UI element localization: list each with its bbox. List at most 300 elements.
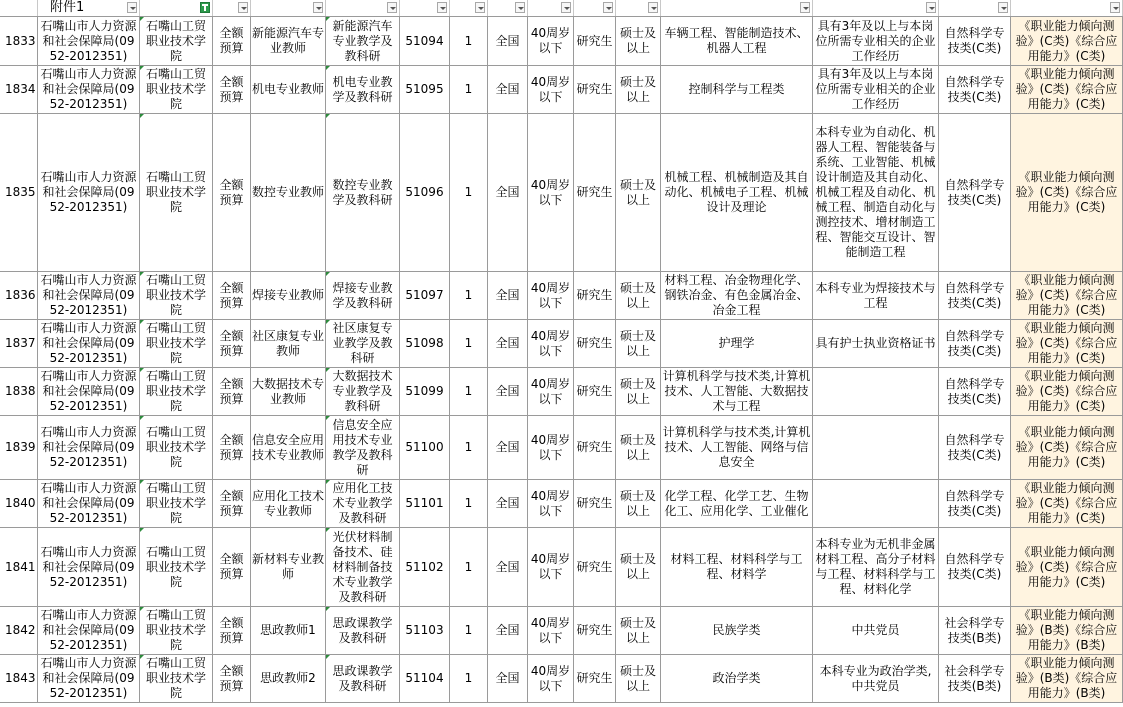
exam-cell[interactable] xyxy=(1011,114,1123,272)
category-cell-text: 自然科学专技类(C类) xyxy=(944,376,1005,406)
row-number-cell[interactable] xyxy=(0,114,38,272)
age-cell[interactable] xyxy=(528,655,574,703)
post-cell-text: 大数据技术专业教师 xyxy=(252,376,325,406)
row-number-cell[interactable] xyxy=(0,320,38,368)
cell-marker-icon xyxy=(326,655,330,659)
major-cell-text: 计算机科学与技术类,计算机技术、人工智能、大数据技术与工程 xyxy=(662,369,811,413)
desc-cell[interactable] xyxy=(326,66,400,114)
filter-dropdown-icon[interactable] xyxy=(800,2,810,13)
count-cell[interactable] xyxy=(450,480,488,528)
desc-cell[interactable] xyxy=(326,607,400,655)
dept-cell[interactable] xyxy=(38,655,140,703)
unit-cell[interactable] xyxy=(140,320,213,368)
count-cell[interactable] xyxy=(450,272,488,320)
unit-cell[interactable] xyxy=(140,416,213,480)
major-cell[interactable] xyxy=(661,320,813,368)
edu-cell-text: 研究生 xyxy=(576,33,613,48)
desc-cell-text: 信息安全应用技术专业教学及教科研 xyxy=(332,417,393,477)
count-cell-text: 1 xyxy=(464,623,473,637)
budget-cell[interactable] xyxy=(213,416,251,480)
scope-cell[interactable] xyxy=(488,655,528,703)
post-cell[interactable] xyxy=(251,272,326,320)
code-cell-text: 51098 xyxy=(405,336,444,350)
cell-marker-icon xyxy=(140,480,144,484)
degree-cell[interactable] xyxy=(616,114,661,272)
scope-cell-text: 全国 xyxy=(495,496,520,510)
filter-dropdown-icon[interactable] xyxy=(127,2,137,13)
exam-cell-text: 《职业能力倾向测验》(C类)《综合应用能力》(C类) xyxy=(1015,425,1118,469)
row-number-cell-text: 1839 xyxy=(5,440,36,454)
exam-cell[interactable] xyxy=(1011,480,1123,528)
budget-cell-text: 全额预算 xyxy=(219,432,244,462)
degree-cell[interactable] xyxy=(616,416,661,480)
header-col-exam xyxy=(1011,0,1123,16)
scope-cell[interactable] xyxy=(488,607,528,655)
row-number-cell-text: 1835 xyxy=(5,185,36,199)
budget-cell-text: 全额预算 xyxy=(219,376,244,406)
category-cell[interactable] xyxy=(939,272,1011,320)
edu-cell[interactable] xyxy=(574,114,616,272)
major-cell-text: 机械工程、机械制造及其自动化、机械电子工程、机械设计及理论 xyxy=(664,170,809,214)
other-cell-text: 本科专业为自动化、机器人工程、智能装备与系统、工业智能、机械设计制造及其自动化、机械工程及自动化、机械工程、制造自动化与测控技术、增材制造工程、智能交互设计、智能制造工程 xyxy=(815,125,936,259)
edu-cell-text: 研究生 xyxy=(576,559,613,574)
category-cell-text: 自然科学专技类(C类) xyxy=(944,280,1005,310)
exam-cell[interactable] xyxy=(1011,320,1123,368)
desc-cell[interactable] xyxy=(326,528,400,607)
dept-cell-text: 石嘴山市人力资源和社会保障局(0952-2012351) xyxy=(40,18,137,63)
cell-marker-icon xyxy=(140,368,144,372)
dept-cell[interactable] xyxy=(38,480,140,528)
filter-dropdown-icon[interactable] xyxy=(1110,2,1120,13)
unit-cell[interactable] xyxy=(140,368,213,416)
dept-cell[interactable] xyxy=(38,528,140,607)
age-cell[interactable] xyxy=(528,528,574,607)
edu-cell[interactable] xyxy=(574,416,616,480)
code-cell[interactable] xyxy=(400,368,450,416)
age-cell-text: 40周岁以下 xyxy=(530,26,571,55)
post-cell[interactable] xyxy=(251,320,326,368)
category-cell-text: 社会科学专技类(B类) xyxy=(944,663,1005,693)
row-number-cell[interactable] xyxy=(0,272,38,320)
category-cell[interactable] xyxy=(939,607,1011,655)
count-cell-text: 1 xyxy=(464,185,473,199)
filter-dropdown-icon[interactable] xyxy=(603,2,613,13)
filter-dropdown-icon[interactable] xyxy=(998,2,1008,13)
cell-marker-icon xyxy=(140,114,144,118)
major-cell[interactable] xyxy=(661,655,813,703)
edu-cell-text: 研究生 xyxy=(576,185,613,199)
edu-cell[interactable] xyxy=(574,368,616,416)
filter-dropdown-icon[interactable] xyxy=(387,2,397,13)
count-cell[interactable] xyxy=(450,607,488,655)
category-cell-text: 自然科学专技类(C类) xyxy=(944,488,1005,518)
count-cell[interactable] xyxy=(450,416,488,480)
other-cell-text: 具有3年及以上与本岗位所需专业相关的企业工作经历 xyxy=(815,67,936,111)
dept-cell-text: 石嘴山市人力资源和社会保障局(0952-2012351) xyxy=(40,170,137,214)
major-cell-text: 计算机科学与技术类,计算机技术、人工智能、网络与信息安全 xyxy=(662,425,811,469)
degree-cell-text: 硕士及以上 xyxy=(619,552,656,581)
cell-marker-icon xyxy=(326,607,330,611)
code-cell[interactable] xyxy=(400,480,450,528)
table-row xyxy=(0,480,1123,528)
code-cell[interactable] xyxy=(400,655,450,703)
row-number-cell[interactable] xyxy=(0,480,38,528)
budget-cell[interactable] xyxy=(213,480,251,528)
dept-cell-text: 石嘴山市人力资源和社会保障局(0952-2012351) xyxy=(40,656,137,700)
header-col-edu xyxy=(574,0,616,16)
other-cell[interactable] xyxy=(813,272,939,320)
category-cell[interactable] xyxy=(939,320,1011,368)
major-cell-text: 护理学 xyxy=(718,336,755,350)
scope-cell-text: 全国 xyxy=(495,671,520,685)
count-cell-text: 1 xyxy=(464,559,473,574)
post-cell[interactable] xyxy=(251,528,326,607)
unit-cell[interactable] xyxy=(140,528,213,607)
age-cell[interactable] xyxy=(528,272,574,320)
category-cell[interactable] xyxy=(939,416,1011,480)
degree-cell[interactable] xyxy=(616,607,661,655)
major-cell-text: 控制科学与工程类 xyxy=(688,82,785,96)
major-cell[interactable] xyxy=(661,480,813,528)
other-cell[interactable] xyxy=(813,114,939,272)
cell-marker-icon xyxy=(326,114,330,118)
dept-cell[interactable] xyxy=(38,320,140,368)
degree-cell-text: 硕士及以上 xyxy=(619,74,656,104)
other-cell-text: 中共党员 xyxy=(851,623,900,637)
header-col-dept xyxy=(38,0,140,16)
dept-cell[interactable] xyxy=(38,607,140,655)
major-cell-text: 民族学类 xyxy=(712,623,761,637)
degree-cell[interactable] xyxy=(616,480,661,528)
budget-cell-text: 全额预算 xyxy=(219,615,244,645)
row-number-cell[interactable] xyxy=(0,66,38,114)
header-col-budget xyxy=(213,0,251,16)
code-cell[interactable] xyxy=(400,17,450,66)
budget-cell[interactable] xyxy=(213,607,251,655)
row-number-cell-text: 1834 xyxy=(5,82,36,96)
major-cell[interactable] xyxy=(661,272,813,320)
other-cell[interactable] xyxy=(813,655,939,703)
code-cell-text: 51096 xyxy=(405,185,444,199)
dept-cell-text: 石嘴山市人力资源和社会保障局(0952-2012351) xyxy=(40,425,137,469)
code-cell[interactable] xyxy=(400,607,450,655)
desc-cell[interactable] xyxy=(326,320,400,368)
row-number-cell[interactable] xyxy=(0,607,38,655)
edu-cell[interactable] xyxy=(574,655,616,703)
age-cell-text: 40周岁以下 xyxy=(530,376,571,406)
code-cell-text: 51094 xyxy=(405,33,444,48)
code-cell[interactable] xyxy=(400,272,450,320)
degree-cell[interactable] xyxy=(616,528,661,607)
edu-cell[interactable] xyxy=(574,17,616,66)
major-cell[interactable] xyxy=(661,66,813,114)
filter-dropdown-icon[interactable] xyxy=(238,2,248,13)
post-cell[interactable] xyxy=(251,17,326,66)
edu-cell[interactable] xyxy=(574,528,616,607)
cell-marker-icon xyxy=(326,528,330,532)
category-cell[interactable] xyxy=(939,66,1011,114)
unit-cell[interactable] xyxy=(140,114,213,272)
post-cell-text: 焊接专业教师 xyxy=(252,288,325,302)
age-cell[interactable] xyxy=(528,480,574,528)
post-cell-text: 信息安全应用技术专业教师 xyxy=(252,432,325,462)
budget-cell-text: 全额预算 xyxy=(219,26,244,55)
cell-marker-icon xyxy=(326,320,330,324)
edu-cell[interactable] xyxy=(574,607,616,655)
post-cell-text: 数控专业教师 xyxy=(252,185,325,199)
major-cell[interactable] xyxy=(661,114,813,272)
budget-cell[interactable] xyxy=(213,66,251,114)
dept-cell[interactable] xyxy=(38,368,140,416)
other-cell[interactable] xyxy=(813,416,939,480)
scope-cell[interactable] xyxy=(488,17,528,66)
degree-cell-text: 硕士及以上 xyxy=(619,376,656,406)
age-cell[interactable] xyxy=(528,607,574,655)
budget-cell-text: 全额预算 xyxy=(219,74,244,104)
count-cell[interactable] xyxy=(450,320,488,368)
major-cell[interactable] xyxy=(661,416,813,480)
degree-cell-text: 硕士及以上 xyxy=(619,177,656,207)
filter-dropdown-icon[interactable] xyxy=(926,2,936,13)
code-cell[interactable] xyxy=(400,528,450,607)
dept-cell[interactable] xyxy=(38,416,140,480)
degree-cell[interactable] xyxy=(616,66,661,114)
table-row xyxy=(0,114,1123,272)
scope-cell[interactable] xyxy=(488,368,528,416)
desc-cell[interactable] xyxy=(326,480,400,528)
count-cell[interactable] xyxy=(450,528,488,607)
scope-cell[interactable] xyxy=(488,320,528,368)
filter-active-icon[interactable] xyxy=(200,2,210,13)
exam-cell[interactable] xyxy=(1011,416,1123,480)
code-cell[interactable] xyxy=(400,114,450,272)
post-cell-text: 新能源汽车专业教师 xyxy=(252,26,325,55)
category-cell[interactable] xyxy=(939,114,1011,272)
post-cell[interactable] xyxy=(251,66,326,114)
count-cell[interactable] xyxy=(450,114,488,272)
row-number-cell[interactable] xyxy=(0,368,38,416)
exam-cell[interactable] xyxy=(1011,655,1123,703)
header-col-degree xyxy=(616,0,661,16)
exam-cell[interactable] xyxy=(1011,272,1123,320)
major-cell[interactable] xyxy=(661,17,813,66)
scope-cell-text: 全国 xyxy=(495,336,520,350)
other-cell[interactable] xyxy=(813,66,939,114)
edu-cell[interactable] xyxy=(574,272,616,320)
major-cell-text: 材料工程、材料科学与工程、材料学 xyxy=(670,552,803,581)
age-cell[interactable] xyxy=(528,66,574,114)
filter-dropdown-icon[interactable] xyxy=(475,2,485,13)
filter-dropdown-icon[interactable] xyxy=(313,2,323,13)
exam-cell-text: 《职业能力倾向测验》(C类)《综合应用能力》(C类) xyxy=(1015,321,1118,365)
code-cell[interactable] xyxy=(400,66,450,114)
budget-cell[interactable] xyxy=(213,528,251,607)
count-cell[interactable] xyxy=(450,368,488,416)
scope-cell[interactable] xyxy=(488,528,528,607)
header-col-code xyxy=(400,0,450,16)
post-cell-text: 新材料专业教师 xyxy=(252,552,325,581)
degree-cell[interactable] xyxy=(616,272,661,320)
filter-dropdown-icon[interactable] xyxy=(648,2,658,13)
row-number-cell[interactable] xyxy=(0,17,38,66)
age-cell[interactable] xyxy=(528,416,574,480)
cell-marker-icon xyxy=(326,416,330,420)
category-cell[interactable] xyxy=(939,17,1011,66)
budget-cell[interactable] xyxy=(213,368,251,416)
unit-cell-text: 石嘴山工贸职业技术学院 xyxy=(145,170,206,214)
count-cell[interactable] xyxy=(450,17,488,66)
scope-cell[interactable] xyxy=(488,66,528,114)
post-cell[interactable] xyxy=(251,655,326,703)
edu-cell-text: 研究生 xyxy=(576,336,613,350)
edu-cell[interactable] xyxy=(574,66,616,114)
age-cell-text: 40周岁以下 xyxy=(530,177,571,207)
desc-cell-text: 新能源汽车专业教学及教科研 xyxy=(332,18,393,63)
code-cell[interactable] xyxy=(400,416,450,480)
age-cell[interactable] xyxy=(528,368,574,416)
post-cell[interactable] xyxy=(251,480,326,528)
unit-cell[interactable] xyxy=(140,480,213,528)
budget-cell[interactable] xyxy=(213,272,251,320)
unit-cell[interactable] xyxy=(140,607,213,655)
other-cell[interactable] xyxy=(813,480,939,528)
unit-cell[interactable] xyxy=(140,655,213,703)
scope-cell[interactable] xyxy=(488,416,528,480)
count-cell-text: 1 xyxy=(464,288,473,302)
budget-cell[interactable] xyxy=(213,320,251,368)
code-cell-text: 51100 xyxy=(405,440,444,454)
budget-cell[interactable] xyxy=(213,655,251,703)
edu-cell-text: 研究生 xyxy=(576,384,613,398)
unit-cell[interactable] xyxy=(140,272,213,320)
exam-cell-text: 《职业能力倾向测验》(B类)《综合应用能力》(B类) xyxy=(1015,656,1118,700)
budget-cell[interactable] xyxy=(213,17,251,66)
category-cell[interactable] xyxy=(939,368,1011,416)
dept-cell[interactable] xyxy=(38,272,140,320)
unit-cell[interactable] xyxy=(140,17,213,66)
row-number-cell-text: 1837 xyxy=(5,336,36,350)
exam-cell[interactable] xyxy=(1011,368,1123,416)
budget-cell[interactable] xyxy=(213,114,251,272)
row-number-cell[interactable] xyxy=(0,528,38,607)
scope-cell[interactable] xyxy=(488,114,528,272)
table-row xyxy=(0,528,1123,607)
scope-cell-text: 全国 xyxy=(495,440,520,454)
dept-cell[interactable] xyxy=(38,17,140,66)
degree-cell[interactable] xyxy=(616,655,661,703)
desc-cell-text: 机电专业教学及教科研 xyxy=(332,74,393,104)
other-cell[interactable] xyxy=(813,17,939,66)
cell-marker-icon xyxy=(140,528,144,532)
unit-cell-text: 石嘴山工贸职业技术学院 xyxy=(145,608,206,652)
unit-cell-text: 石嘴山工贸职业技术学院 xyxy=(145,425,206,469)
filter-dropdown-icon[interactable] xyxy=(561,2,571,13)
header-col-num xyxy=(0,0,38,16)
other-cell-text: 本科专业为焊接技术与工程 xyxy=(815,280,936,310)
filter-dropdown-icon[interactable] xyxy=(515,2,525,13)
post-cell[interactable] xyxy=(251,368,326,416)
count-cell[interactable] xyxy=(450,66,488,114)
unit-cell-text: 石嘴山工贸职业技术学院 xyxy=(145,273,206,317)
edu-cell-text: 研究生 xyxy=(576,440,613,454)
dept-cell[interactable] xyxy=(38,114,140,272)
row-number-cell[interactable] xyxy=(0,416,38,480)
age-cell[interactable] xyxy=(528,114,574,272)
major-cell-text: 材料工程、冶金物理化学、钢铁冶金、有色金属冶金、冶金工程 xyxy=(664,273,809,317)
major-cell[interactable] xyxy=(661,607,813,655)
major-cell[interactable] xyxy=(661,368,813,416)
desc-cell[interactable] xyxy=(326,655,400,703)
category-cell[interactable] xyxy=(939,480,1011,528)
exam-cell-text: 《职业能力倾向测验》(C类)《综合应用能力》(C类) xyxy=(1015,18,1118,63)
unit-cell-text: 石嘴山工贸职业技术学院 xyxy=(145,369,206,413)
major-cell[interactable] xyxy=(661,528,813,607)
post-cell[interactable] xyxy=(251,607,326,655)
age-cell[interactable] xyxy=(528,320,574,368)
unit-cell[interactable] xyxy=(140,66,213,114)
desc-cell[interactable] xyxy=(326,416,400,480)
post-cell[interactable] xyxy=(251,114,326,272)
desc-cell[interactable] xyxy=(326,17,400,66)
degree-cell[interactable] xyxy=(616,368,661,416)
other-cell[interactable] xyxy=(813,368,939,416)
desc-cell-text: 数控专业教学及教科研 xyxy=(332,177,393,207)
other-cell-text: 具有3年及以上与本岗位所需专业相关的企业工作经历 xyxy=(815,18,936,63)
cell-marker-icon xyxy=(140,66,144,70)
scope-cell-text: 全国 xyxy=(495,288,520,302)
edu-cell[interactable] xyxy=(574,480,616,528)
edu-cell[interactable] xyxy=(574,320,616,368)
desc-cell[interactable] xyxy=(326,272,400,320)
desc-cell-text: 应用化工技术专业教学及教科研 xyxy=(332,481,393,525)
age-cell-text: 40周岁以下 xyxy=(530,432,571,462)
cell-marker-icon xyxy=(326,480,330,484)
age-cell[interactable] xyxy=(528,17,574,66)
row-number-cell[interactable] xyxy=(0,655,38,703)
post-cell-text: 社区康复专业教师 xyxy=(252,328,325,358)
desc-cell[interactable] xyxy=(326,368,400,416)
desc-cell-text: 光伏材料制备技术、硅材料制备技术专业教学及教科研 xyxy=(332,529,393,604)
category-cell-text: 自然科学专技类(C类) xyxy=(944,74,1005,104)
header-col-unit xyxy=(140,0,213,16)
degree-cell[interactable] xyxy=(616,320,661,368)
filter-dropdown-icon[interactable] xyxy=(437,2,447,13)
count-cell[interactable] xyxy=(450,655,488,703)
exam-cell[interactable] xyxy=(1011,528,1123,607)
other-cell[interactable] xyxy=(813,528,939,607)
exam-cell[interactable] xyxy=(1011,66,1123,114)
age-cell-text: 40周岁以下 xyxy=(530,552,571,581)
exam-cell[interactable] xyxy=(1011,17,1123,66)
scope-cell[interactable] xyxy=(488,480,528,528)
scope-cell[interactable] xyxy=(488,272,528,320)
other-cell[interactable] xyxy=(813,607,939,655)
other-cell[interactable] xyxy=(813,320,939,368)
count-cell-text: 1 xyxy=(464,384,473,398)
dept-cell[interactable] xyxy=(38,66,140,114)
category-cell[interactable] xyxy=(939,655,1011,703)
post-cell[interactable] xyxy=(251,416,326,480)
table-row xyxy=(0,655,1123,703)
code-cell[interactable] xyxy=(400,320,450,368)
category-cell[interactable] xyxy=(939,528,1011,607)
scope-cell-text: 全国 xyxy=(495,623,520,637)
degree-cell[interactable] xyxy=(616,17,661,66)
cell-marker-icon xyxy=(140,655,144,659)
exam-cell[interactable] xyxy=(1011,607,1123,655)
degree-cell-text: 硕士及以上 xyxy=(619,663,656,693)
desc-cell[interactable] xyxy=(326,114,400,272)
